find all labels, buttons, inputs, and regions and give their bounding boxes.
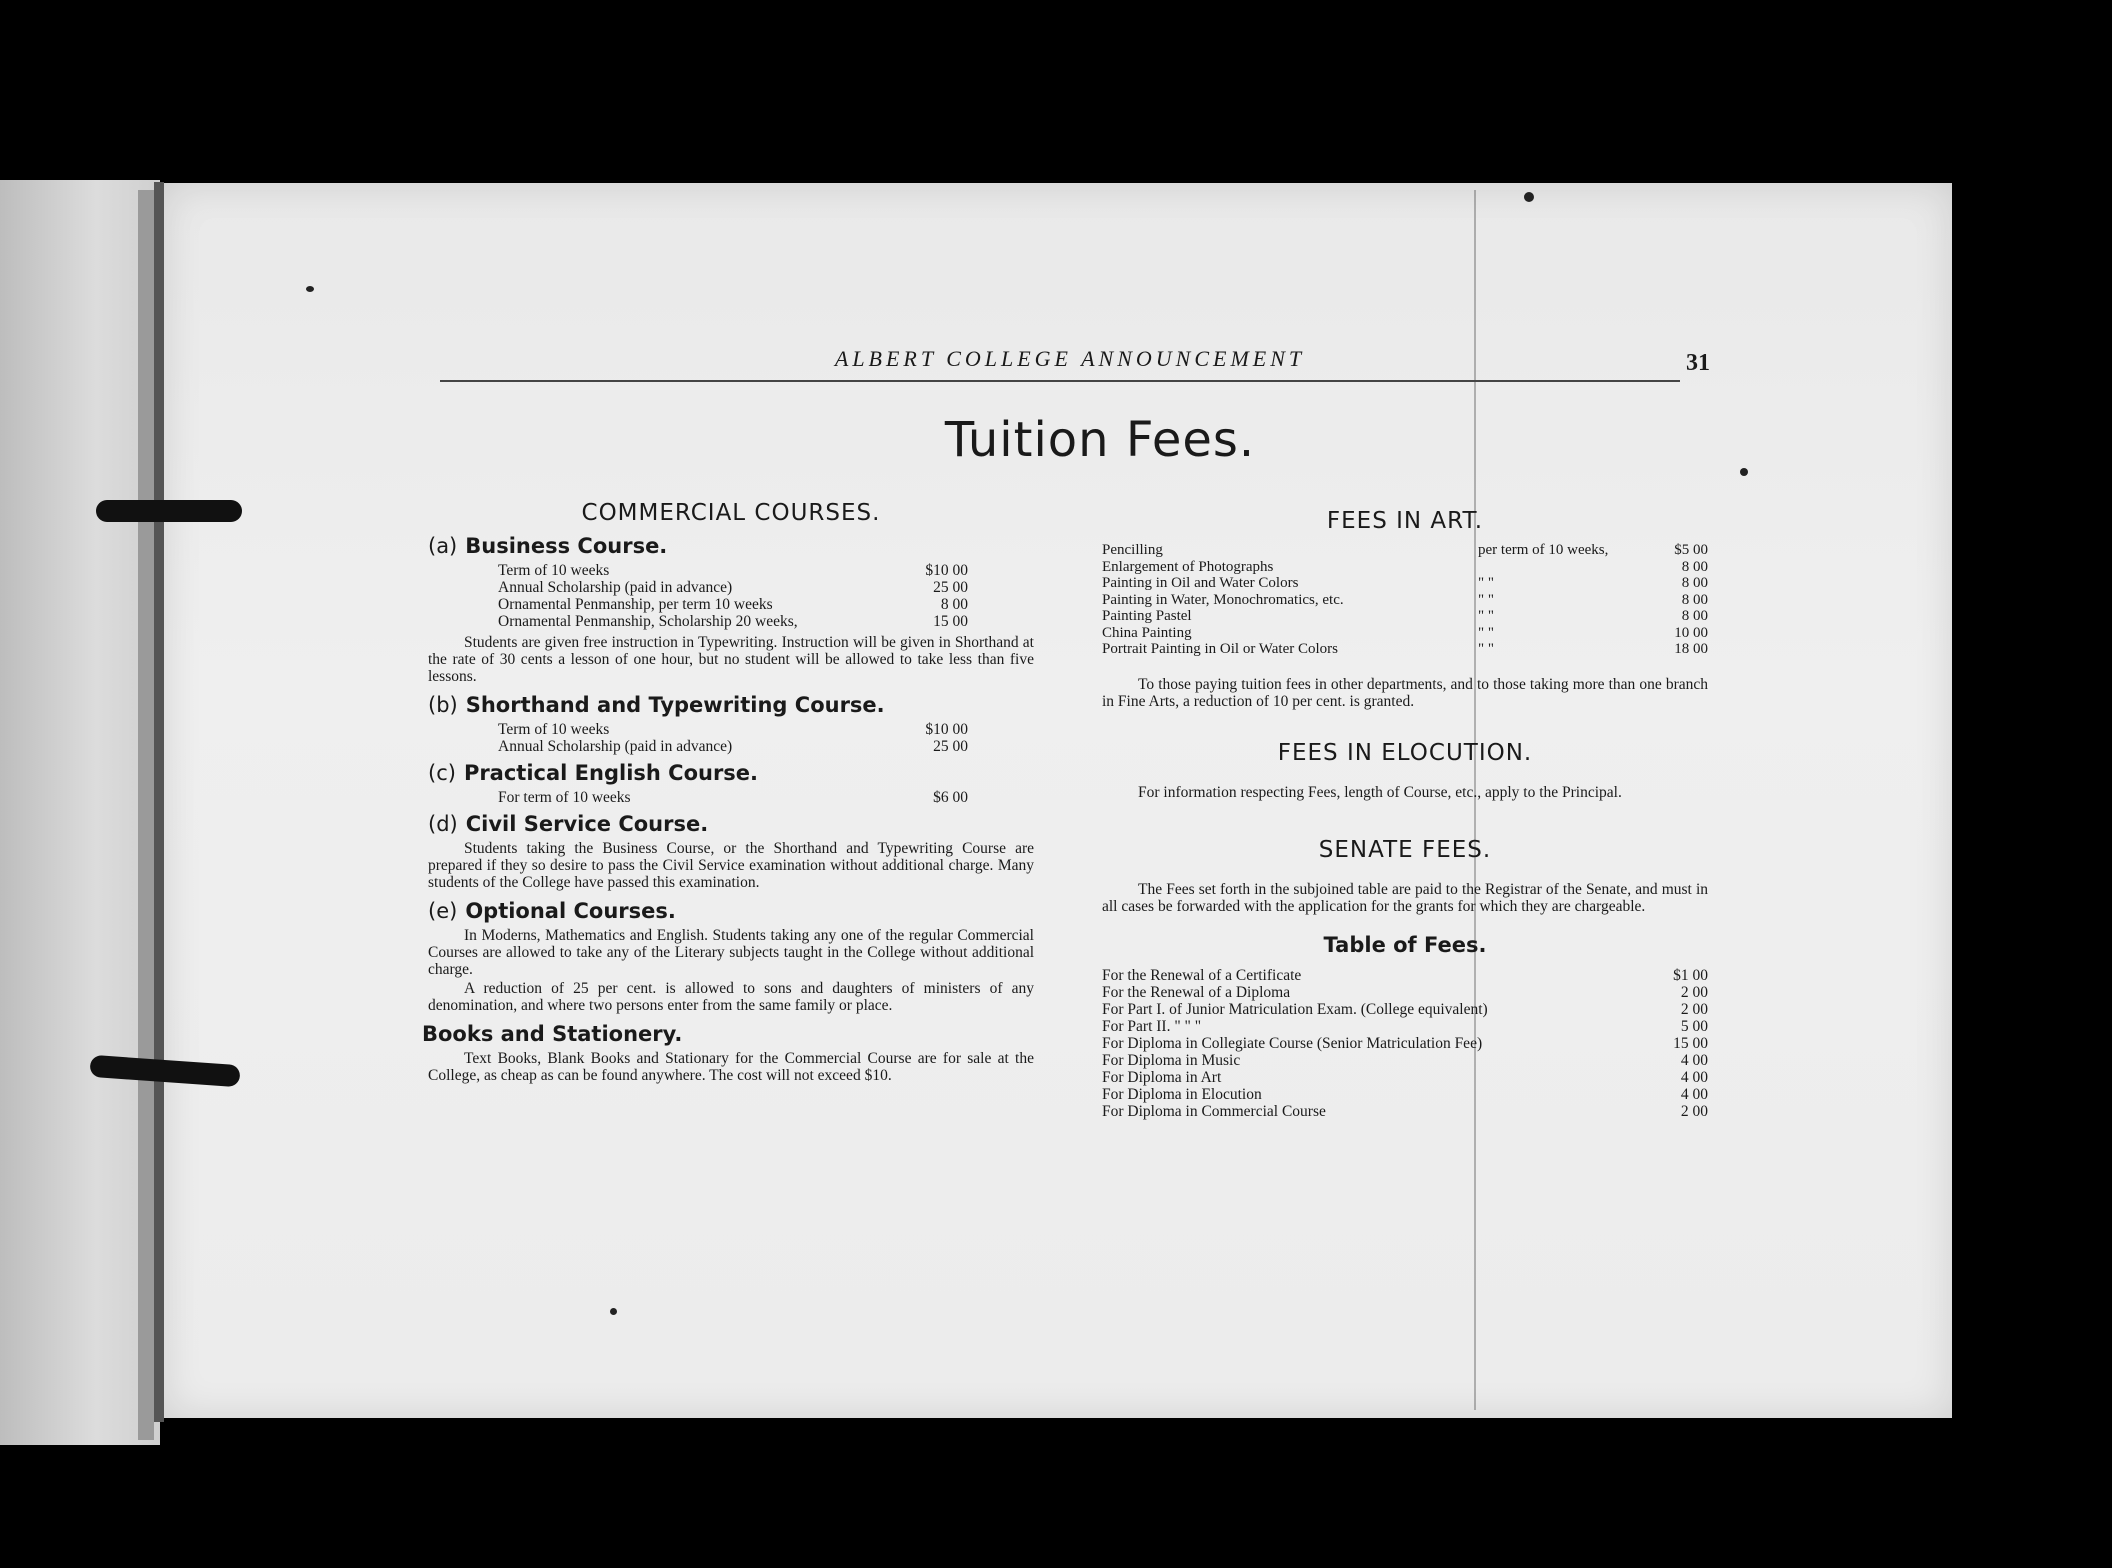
art-row — [1102, 592, 1708, 609]
civil-tag: (d) — [428, 812, 458, 836]
art-fees — [1102, 542, 1708, 658]
shorthand-fees — [498, 721, 968, 755]
senate-note: The Fees set forth in the subjoined table are paid to the Registrar of the Senate, and must in all cases be forwarded with the application for the grants for which they are chargeable. — [1102, 880, 1708, 915]
senate-row — [1102, 967, 1708, 984]
art-unit: " " — [1478, 575, 1494, 591]
art-unit: " " — [1478, 624, 1494, 641]
fee-amount: 15 00 — [933, 613, 968, 630]
fee-row — [498, 721, 968, 738]
fee-item: Annual Scholarship (paid in advance) — [498, 738, 733, 755]
art-item: Painting in Water, Monochromatics, etc. — [1102, 591, 1344, 608]
fee-item: For term of 10 weeks — [498, 789, 631, 806]
senate-row — [1102, 1018, 1708, 1035]
art-amount: 8 00 — [1681, 608, 1708, 624]
practical-course-heading — [428, 761, 1034, 785]
business-course-heading — [428, 534, 1034, 558]
right-column — [1102, 508, 1708, 1120]
fee-row — [498, 579, 968, 596]
shorthand-label: Shorthand and Typewriting Course. — [465, 693, 885, 717]
speck — [1740, 468, 1748, 476]
shorthand-tag: (b) — [428, 693, 458, 717]
left-column — [422, 500, 1034, 1092]
senate-item: For Diploma in Elocution — [1102, 1085, 1262, 1103]
practical-fees — [498, 789, 968, 806]
books-note: Text Books, Blank Books and Stationary for the Commercial Course are for sale at the College, as cheap as can be found anywhere. The cost will not exceed $10. — [428, 1050, 1034, 1084]
shorthand-course-heading — [428, 693, 1034, 717]
senate-amount: 2 00 — [1680, 1102, 1708, 1120]
left-page — [0, 180, 160, 1445]
art-note: To those paying tuition fees in other departments, and to those taking more than one branch in Fine Arts, a reduction of 10 per cent. is granted. — [1102, 675, 1708, 710]
fee-row — [498, 738, 968, 755]
senate-item: For the Renewal of a Certificate — [1102, 966, 1302, 984]
civil-note: Students taking the Business Course, or the Shorthand and Typewriting Course are prepared if they so desire to pass the Civil Service examination without additional charge. Many students of the College have passed this examination. — [428, 840, 1034, 891]
speck — [610, 1308, 617, 1315]
senate-row — [1102, 984, 1708, 1001]
books-heading: Books and Stationery. — [422, 1022, 683, 1046]
civil-course-heading — [428, 812, 1034, 836]
art-row — [1102, 641, 1708, 658]
senate-amount: 15 00 — [1673, 1034, 1708, 1052]
fee-amount: 25 00 — [933, 738, 968, 755]
fee-item: Annual Scholarship (paid in advance) — [498, 579, 733, 596]
fee-row — [498, 789, 968, 806]
fee-item: Term of 10 weeks — [498, 721, 610, 738]
senate-row — [1102, 1001, 1708, 1018]
fee-row — [498, 613, 968, 630]
art-unit: " " — [1478, 591, 1494, 608]
senate-item: For the Renewal of a Diploma — [1102, 983, 1291, 1001]
business-label: Business Course. — [465, 534, 668, 558]
senate-row — [1102, 1086, 1708, 1103]
fee-row — [498, 562, 968, 579]
art-row — [1102, 559, 1708, 576]
senate-heading: SENATE FEES. — [1318, 836, 1492, 863]
art-item: Portrait Painting in Oil or Water Colors — [1102, 641, 1338, 657]
fee-item: Term of 10 weeks — [498, 562, 610, 579]
senate-amount: 2 00 — [1680, 983, 1708, 1001]
fee-amount: 25 00 — [933, 579, 968, 596]
reduction-note: A reduction of 25 per cent. is allowed to sons and daughters of ministers of any denomination, and where two persons enter from the same family or place. — [428, 980, 1034, 1014]
art-item: Painting Pastel — [1102, 608, 1192, 624]
art-item: Pencilling — [1102, 542, 1163, 558]
fee-amount: $6 00 — [933, 789, 968, 806]
art-amount: 18 00 — [1674, 641, 1708, 657]
art-item: China Painting — [1102, 624, 1192, 641]
fee-row — [498, 596, 968, 613]
running-title: ALBERT COLLEGE ANNOUNCEMENT — [834, 346, 1306, 371]
left-page-edge — [138, 190, 154, 1440]
binding-spine — [154, 182, 164, 1422]
senate-item: For Diploma in Music — [1102, 1051, 1241, 1069]
art-amount: $5 00 — [1674, 542, 1708, 558]
art-amount: 10 00 — [1674, 624, 1708, 641]
senate-amount: 5 00 — [1680, 1017, 1708, 1035]
binding-loop-top — [96, 500, 242, 522]
senate-item: For Diploma in Art — [1102, 1068, 1222, 1086]
optional-label: Optional Courses. — [465, 899, 676, 923]
senate-row — [1102, 1103, 1708, 1120]
speck — [306, 286, 314, 292]
business-note: Students are given free instruction in Typewriting. Instruction will be given in Shorthand at the rate of 30 cents a lesson of one hour, but no student will be allowed to take less than five lessons. — [428, 634, 1034, 685]
art-row — [1102, 542, 1708, 559]
practical-tag: (c) — [428, 761, 456, 785]
business-tag: (a) — [428, 534, 458, 558]
art-unit: " " — [1478, 641, 1494, 657]
senate-item: For Part I. of Junior Matriculation Exam. (College equivalent) — [1102, 1000, 1488, 1018]
senate-amount: 4 00 — [1680, 1068, 1708, 1086]
fee-item: Ornamental Penmanship, Scholarship 20 weeks, — [498, 613, 798, 630]
fee-amount: $10 00 — [925, 721, 968, 738]
elocution-heading: FEES IN ELOCUTION. — [1277, 739, 1533, 766]
practical-label: Practical English Course. — [463, 761, 759, 785]
commercial-heading: COMMERCIAL COURSES. — [581, 500, 881, 526]
page-title: Tuition Fees. — [944, 412, 1256, 468]
fee-amount: $10 00 — [925, 562, 968, 579]
senate-row — [1102, 1052, 1708, 1069]
fee-amount: 8 00 — [940, 596, 968, 613]
elocution-note: For information respecting Fees, length of Course, etc., apply to the Principal. — [1138, 783, 1622, 801]
art-item: Painting in Oil and Water Colors — [1102, 575, 1299, 591]
header-rule — [440, 380, 1680, 382]
optional-course-heading — [428, 899, 1034, 923]
senate-item: For Part II. " " " — [1102, 1017, 1202, 1035]
senate-amount: 4 00 — [1680, 1085, 1708, 1103]
speck — [1524, 192, 1534, 202]
fee-item: Ornamental Penmanship, per term 10 weeks — [498, 596, 773, 613]
senate-item: For Diploma in Commercial Course — [1102, 1102, 1326, 1120]
senate-amount: $1 00 — [1673, 966, 1708, 984]
business-fees — [498, 562, 968, 630]
art-unit — [1478, 559, 1648, 576]
page-number: 31 — [1686, 350, 1710, 376]
art-unit: per term of 10 weeks, — [1478, 542, 1609, 558]
art-amount: 8 00 — [1681, 575, 1708, 591]
table-of-fees-heading: Table of Fees. — [1323, 932, 1487, 957]
art-row — [1102, 608, 1708, 625]
civil-label: Civil Service Course. — [465, 812, 709, 836]
art-row — [1102, 625, 1708, 642]
optional-note: In Moderns, Mathematics and English. Students taking any one of the regular Commercial Courses are allowed to take any of the Literary subjects taught in the College without additional charge. — [428, 927, 1034, 978]
senate-row — [1102, 1069, 1708, 1086]
optional-tag: (e) — [428, 899, 458, 923]
senate-amount: 4 00 — [1680, 1051, 1708, 1069]
art-row — [1102, 575, 1708, 592]
art-unit: " " — [1478, 608, 1494, 624]
art-amount: 8 00 — [1681, 558, 1708, 575]
senate-item: For Diploma in Collegiate Course (Senior Matriculation Fee) — [1102, 1034, 1483, 1052]
art-amount: 8 00 — [1681, 591, 1708, 608]
senate-amount: 2 00 — [1680, 1000, 1708, 1018]
art-heading: FEES IN ART. — [1326, 508, 1484, 534]
art-item: Enlargement of Photographs — [1102, 558, 1274, 575]
senate-fees-table — [1102, 967, 1708, 1120]
senate-row — [1102, 1035, 1708, 1052]
